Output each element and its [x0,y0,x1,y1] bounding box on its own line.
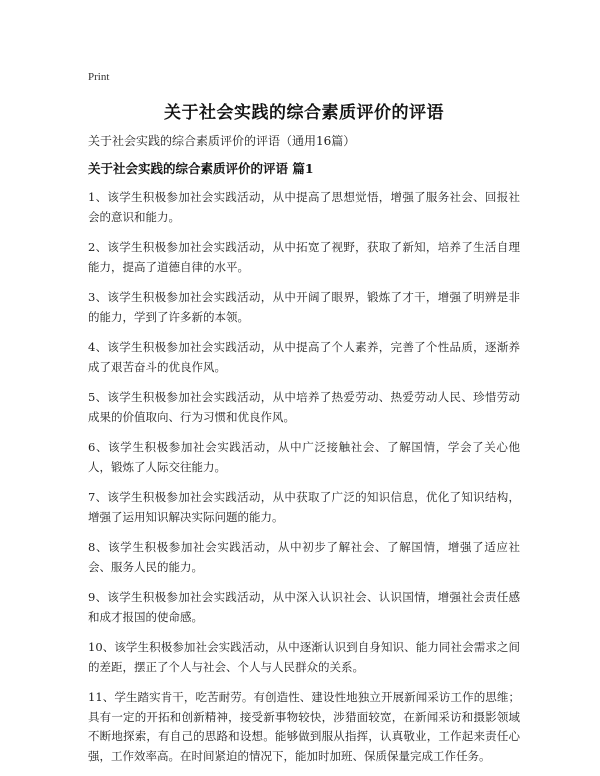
page-title: 关于社会实践的综合素质评价的评语 [164,103,444,123]
comment-item: 3、该学生积极参加社会实践活动，从中开阔了眼界，锻炼了才干，增强了明辨是非的能力，学到了许多新的本领。 [88,290,520,324]
document-subtitle: 关于社会实践的综合素质评价的评语（通用16篇） [88,134,356,148]
print-link[interactable]: Print [88,71,110,83]
comment-item: 10、该学生积极参加社会实践活动，从中逐渐认识到自身知识、能力同社会需求之间的差距，摆正了个人与社会、个人与人民群众的关系。 [88,640,520,674]
comment-item: 6、该学生积极参加社会实践活动，从中广泛接触社会、了解国情，学会了关心他人，锻炼了人际交往能力。 [88,440,520,474]
comment-item: 1、该学生积极参加社会实践活动，从中提高了思想觉悟，增强了服务社会、回报社会的意识和能力。 [88,190,520,224]
comment-item: 9、该学生积极参加社会实践活动，从中深入认识社会、认识国情，增强社会责任感和成才报国的使命感。 [88,590,520,624]
comment-item: 7、该学生积极参加社会实践活动，从中获取了广泛的知识信息，优化了知识结构，增强了运用知识解决实际问题的能力。 [88,490,520,524]
comment-item: 5、该学生积极参加社会实践活动，从中培养了热爱劳动、热爱劳动人民、珍惜劳动成果的价值取向、行为习惯和优良作风。 [88,390,520,424]
comment-item: 4、该学生积极参加社会实践活动，从中提高了个人素养，完善了个性品质，逐渐养成了艰苦奋斗的优良作风。 [88,340,520,374]
comment-list [88,188,520,766]
comment-item: 11、学生踏实肯干，吃苦耐劳。有创造性、建设性地独立开展新闻采访工作的思维；具有一定的开拓和创新精神，接受新事物较快，涉猎面较宽，在新闻采访和摄影领域不断地探索，有自己的思路和设想。能够做到服从指挥，认真敬业，工作起来责任心强，工作效率高。在时间紧迫的情况下，能加时加班、保质保量完成工作任务。 [88,690,520,763]
comment-item: 2、该学生积极参加社会实践活动，从中拓宽了视野，获取了新知，培养了生活自理能力，提高了道德自律的水平。 [88,240,520,274]
comment-item: 8、该学生积极参加社会实践活动，从中初步了解社会、了解国情，增强了适应社会、服务人民的能力。 [88,540,520,574]
section-heading: 关于社会实践的综合素质评价的评语 篇1 [88,161,314,176]
